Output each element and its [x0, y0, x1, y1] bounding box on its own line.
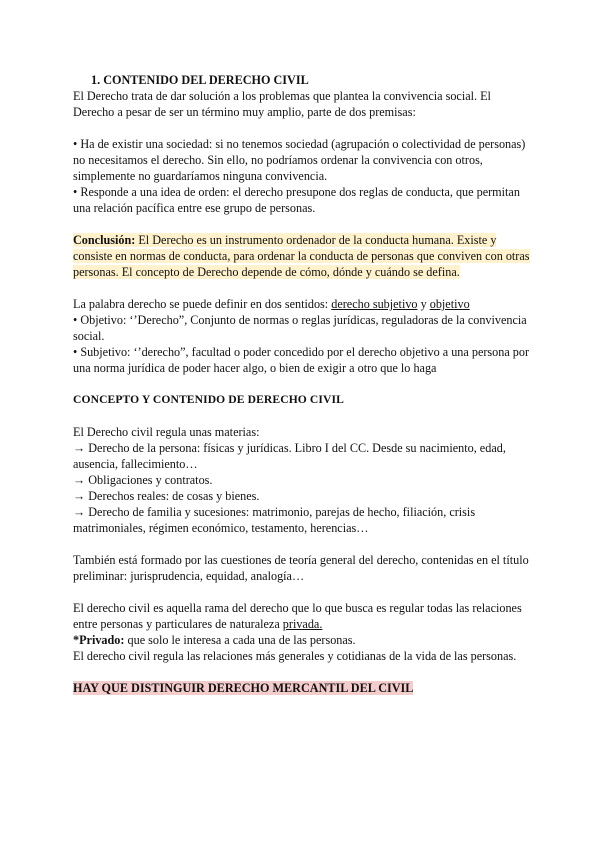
conclusion-paragraph	[73, 232, 533, 280]
distinguish-note	[73, 680, 533, 696]
document-body	[73, 72, 533, 696]
senses-separator: y	[417, 297, 430, 311]
list-item: → Derechos reales: de cosas y bienes.	[73, 489, 260, 503]
section-2-heading: CONCEPTO Y CONTENIDO DE DERECHO CIVIL	[73, 393, 344, 406]
conclusion-label: Conclusión:	[73, 233, 136, 247]
branch-paragraph	[73, 600, 533, 632]
distinguish-text: HAY QUE DISTINGUIR DERECHO MERCANTIL DEL CIVIL	[73, 681, 414, 695]
section-heading: 1. CONTENIDO DEL DERECHO CIVIL	[91, 73, 309, 87]
civil-intro: El Derecho civil regula unas materias:	[73, 425, 260, 439]
list-item: → Derecho de familia y sucesiones: matrimonio, parejas de hecho, filiación, crisis matrimoniales, régimen económico, testamento, herencias…	[73, 505, 476, 535]
private-definition	[73, 632, 533, 648]
subjective-term: derecho subjetivo	[331, 297, 418, 311]
general-theory-paragraph: También está formado por las cuestiones de teoría general del derecho, contenidas en el título preliminar: jurisprudencia, equidad, analogía…	[73, 553, 529, 583]
senses-paragraph	[73, 296, 533, 312]
conclusion-text: El Derecho es un instrumento ordenador de la conducta humana. Existe y consiste en normas de conducta, para ordenar la conducta de personas que conviven con otras personas. El concepto de Derecho depende de cómo, dónde y cuándo se defina.	[73, 233, 530, 279]
premise-2: • Responde a una idea de orden: el derecho presupone dos reglas de conducta, que permitan una relación pacífica entre ese grupo de personas.	[73, 185, 520, 215]
subjective-definition: • Subjetivo: ‘’derecho”, facultad o poder concedido por el derecho objetivo a una persona por una norma jurídica de poder hacer algo, o bien de exigir a otro que lo haga	[73, 345, 530, 375]
objective-term: objetivo	[429, 297, 470, 311]
senses-intro: La palabra derecho se puede definir en dos sentidos:	[73, 297, 332, 311]
private-label: *Privado:	[73, 633, 125, 647]
branch-text: El derecho civil es aquella rama del derecho que lo que busca es regular todas las relaciones entre personas y particulares de naturaleza	[73, 601, 522, 631]
list-item: → Obligaciones y contratos.	[73, 473, 213, 487]
intro-paragraph: El Derecho trata de dar solución a los problemas que plantea la convivencia social. El Derecho a pesar de ser un término muy amplio, parte de dos premisas:	[73, 89, 491, 119]
objective-definition: • Objetivo: ‘’Derecho”, Conjunto de normas o reglas jurídicas, reguladoras de la convivencia social.	[73, 313, 527, 343]
list-item: → Derecho de la persona: físicas y jurídicas. Libro I del CC. Desde su nacimiento, edad, ausencia, fallecimiento…	[73, 441, 506, 471]
private-term: privada.	[282, 617, 323, 631]
premise-1: • Ha de existir una sociedad: si no tenemos sociedad (agrupación o colectividad de personas) no necesitamos el derecho. Sin ello, no podríamos ordenar la convivencia con otros, simplemente no guardaríamos ninguna convivencia.	[73, 137, 526, 183]
civil-general-paragraph: El derecho civil regula las relaciones más generales y cotidianas de la vida de las personas.	[73, 649, 517, 663]
private-text: que solo le interesa a cada una de las personas.	[124, 633, 356, 647]
